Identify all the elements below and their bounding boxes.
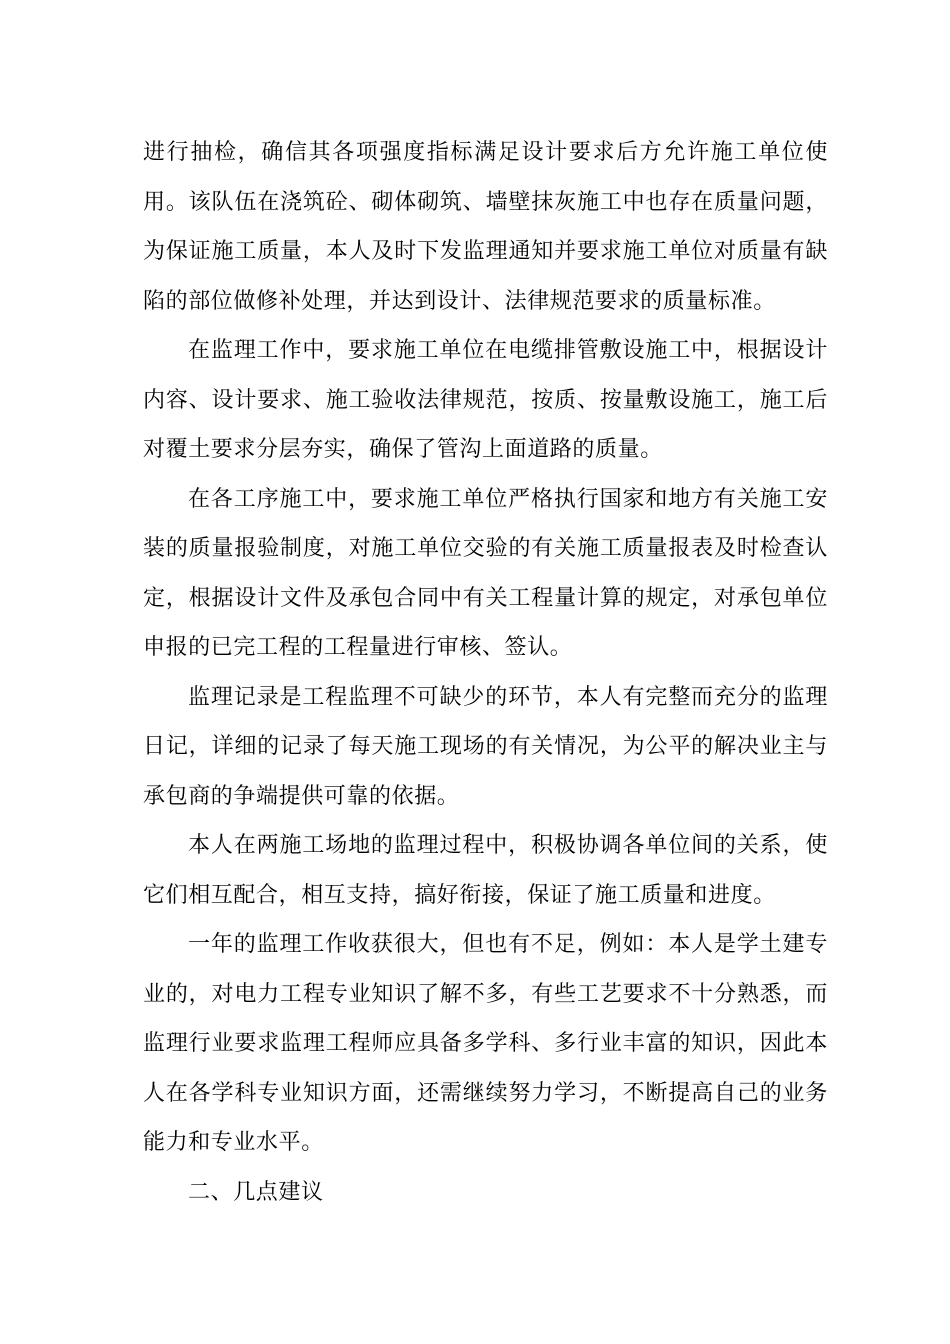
section-heading: 二、几点建议 [188, 1179, 324, 1205]
paragraph-quality-inspection: 在各工序施工中，要求施工单位严格执行国家和地方有关施工安装的质量报验制度，对施工单位交验的有关施工质量报表及时检查认定，根据设计文件及承包合同中有关工程量计算的规定，对承包单位申报的已完工程的工程量进行审核、签认。 [143, 486, 828, 660]
document-body [143, 128, 828, 1217]
paragraph-cable-laying: 在监理工作中，要求施工单位在电缆排管敷设施工中，根据设计内容、设计要求、施工验收法律规范，按质、按量敷设施工，施工后对覆土要求分层夯实，确保了管沟上面道路的质量。 [143, 338, 828, 462]
paragraph-continuation: 进行抽检，确信其各项强度指标满足设计要求后方允许施工单位使用。该队伍在浇筑砼、砌体砌筑、墙壁抹灰施工中也存在质量问题，为保证施工质量，本人及时下发监理通知并要求施工单位对质量有缺陷的部位做修补处理，并达到设计、法律规范要求的质量标准。 [143, 140, 828, 314]
paragraph-supervision-records: 监理记录是工程监理不可缺少的环节，本人有完整而充分的监理日记，详细的记录了每天施工现场的有关情况，为公平的解决业主与承包商的争端提供可靠的依据。 [143, 684, 828, 809]
paragraph-coordination: 本人在两施工场地的监理过程中，积极协调各单位间的关系，使它们相互配合，相互支持，搞好衔接，保证了施工质量和进度。 [143, 833, 828, 908]
paragraph-shortcomings: 一年的监理工作收获很大，但也有不足，例如：本人是学土建专业的，对电力工程专业知识了解不多，有些工艺要求不十分熟悉，而监理行业要求监理工程师应具备多学科、多行业丰富的知识，因此本人在各学科专业知识方面，还需继续努力学习，不断提高自己的业务能力和专业水平。 [143, 932, 828, 1155]
